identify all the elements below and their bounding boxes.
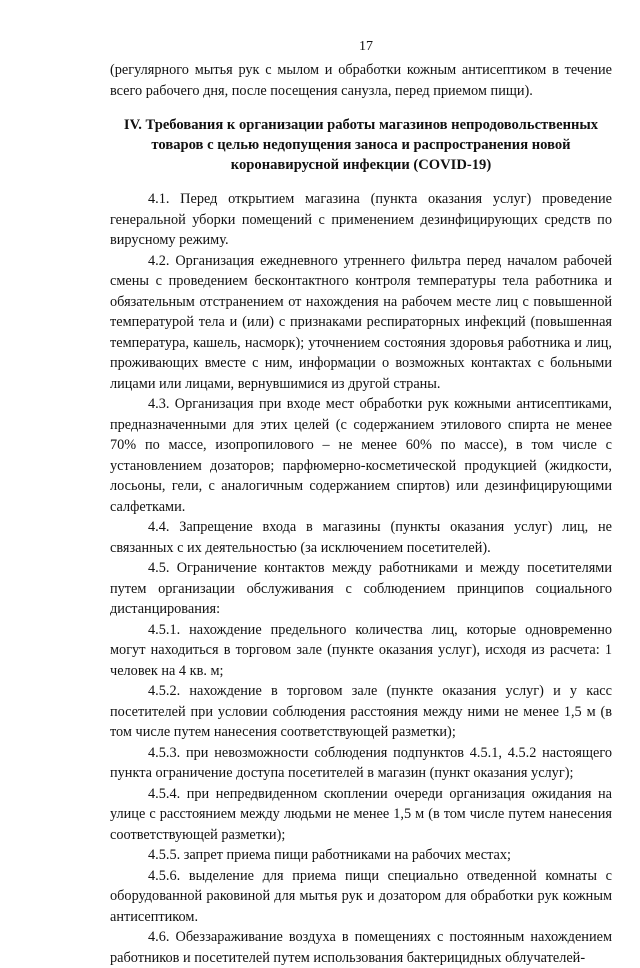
paragraph-4-5: 4.5. Ограничение контактов между работниками и между посетителями путем организации обслуживания с соблюдением принципов социального дистанцирования: xyxy=(110,560,612,617)
paragraph-4-6: 4.6. Обеззараживание воздуха в помещениях с постоянным нахождением работников и посетителей путем использования бактерицидных облучателей- xyxy=(110,929,612,966)
paragraph-4-2: 4.2. Организация ежедневного утреннего фильтра перед началом рабочей смены с проведением бесконтактного контроля температуры тела работника и обязательным отстранением от нахождения на рабочем месте лиц с повышенной температурой тела и (или) с признаками респираторных инфекций (повышенная температура, кашель, насморк); уточнением состояния здоровья работника и лиц, проживающих вместе с ним, информации о возможных контактах с больными лицами или лицами, вернувшимися из другой страны. xyxy=(110,252,612,392)
paragraph-4-5-6: 4.5.6. выделение для приема пищи специально отведенной комнаты с оборудованной раковиной для мытья рук и дозатором для обработки рук кожным антисептиком. xyxy=(110,867,612,925)
paragraph-4-1: 4.1. Перед открытием магазина (пункта оказания услуг) проведение генеральной уборки помещений с применением дезинфицирующих средств по вирусному режиму. xyxy=(110,191,612,248)
paragraph-4-5-2: 4.5.2. нахождение в торговом зале (пункте оказания услуг) и у касс посетителей при условии соблюдения расстояния между ними не менее 1,5 м (в том числе путем нанесения соответствующей разметки); xyxy=(110,683,612,740)
paragraph-4-5-4: 4.5.4. при непредвиденном скоплении очереди организация ожидания на улице с расстоянием между людьми не менее 1,5 м (в том числе путем нанесения соответствующей разметки); xyxy=(110,785,612,843)
paragraph-4-5-5: 4.5.5. запрет приема пищи работниками на рабочих местах; xyxy=(148,847,512,863)
paragraph-4-3: 4.3. Организация при входе мест обработки рук кожными антисептиками, предназначенными для этих целей (с содержанием этилового спирта не менее 70% по массе, изопропилового – не менее 60% по массе), в том числе с установлением дозаторов; парфюмерно-косметической продукцией (жидкости, лосьоны, гели, с аналогичным содержанием спиртов) или дезинфицирующими салфетками. xyxy=(110,396,612,515)
paragraph-4-4: 4.4. Запрещение входа в магазины (пункты оказания услуг) лиц, не связанных с их деятельностью (за исключением посетителей). xyxy=(110,519,612,556)
paragraph-4-5-1: 4.5.1. нахождение предельного количества лиц, которые одновременно могут находиться в торговом зале (пункте оказания услуг), исходя из расчета: 1 человек на 4 кв. м; xyxy=(110,621,612,679)
page-number: 17 xyxy=(359,39,373,54)
paragraph-4-5-3: 4.5.3. при невозможности соблюдения подпунктов 4.5.1, 4.5.2 настоящего пункта ограничение доступа посетителей в магазин (пункт оказания услуг); xyxy=(110,744,612,781)
intro-paragraph: (регулярного мытья рук с мылом и обработки кожным антисептиком в течение всего рабочего дня, после посещения санузла, перед приемом пищи). xyxy=(110,62,612,99)
section-heading: IV. Требования к организации работы магазинов непродовольственных товаров с целью недопущения заноса и распространения новой коронавирусной инфекции (COVID-19) xyxy=(123,117,599,173)
